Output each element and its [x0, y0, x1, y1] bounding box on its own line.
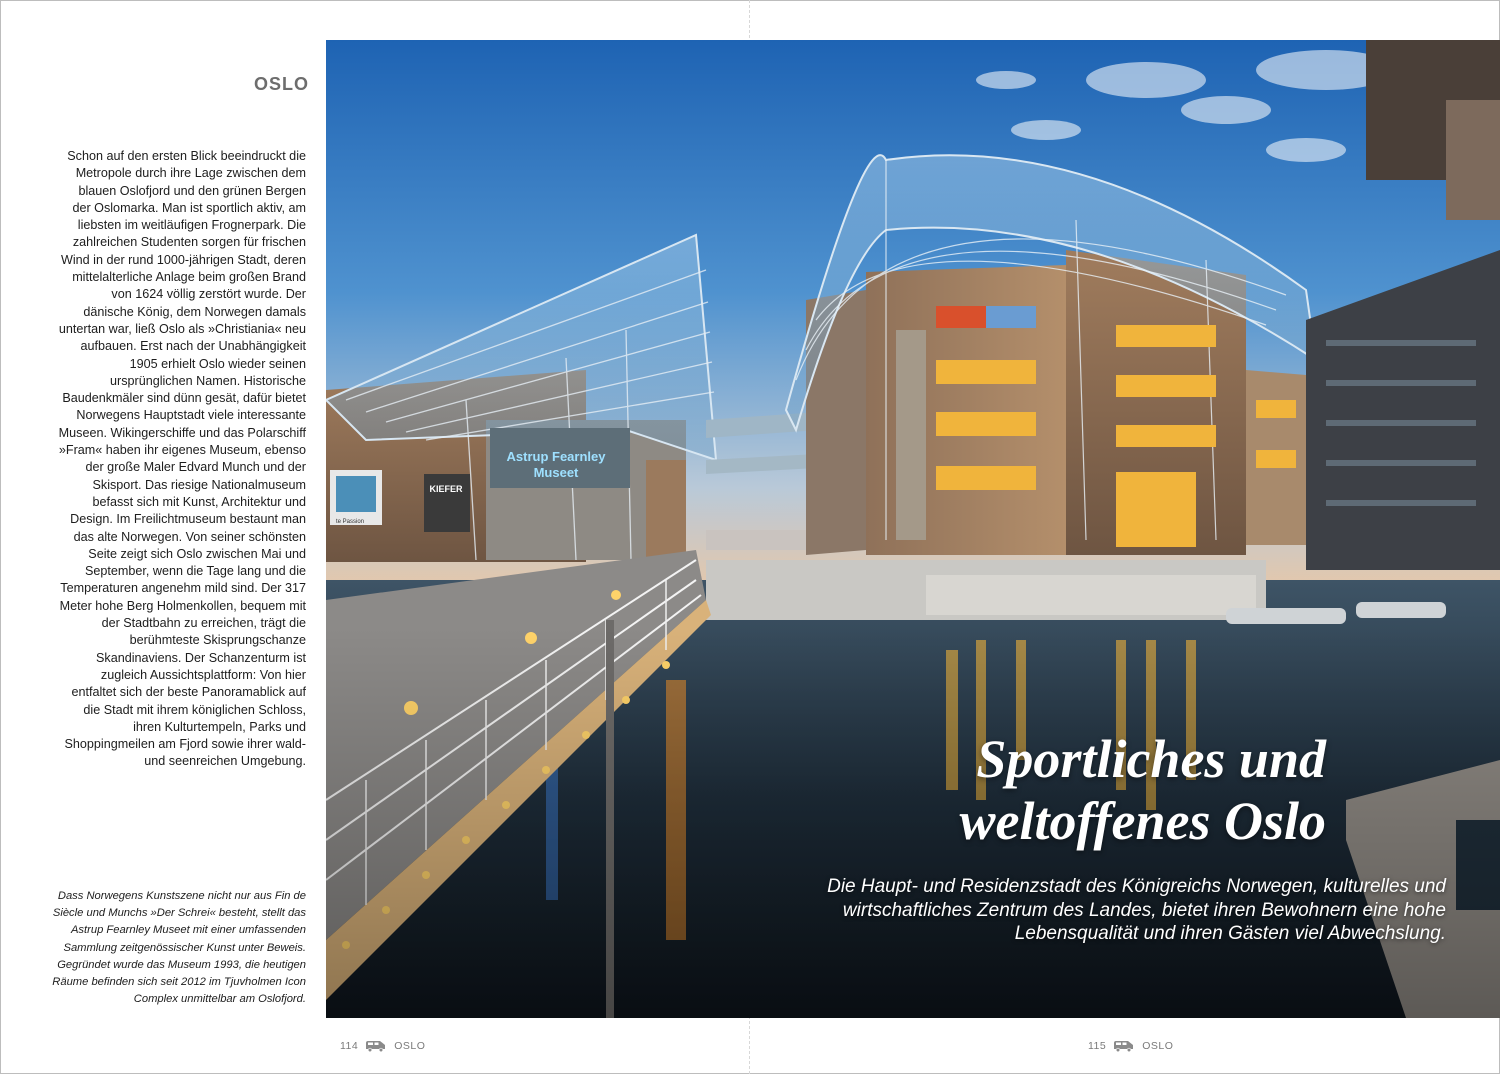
subhead: Die Haupt- und Residenzstadt des Königreichs Norwegen, kulturelles und wirtschaftliches Zentrum des Landes, bietet ihren Bewohnern eine hohe Lebensqualität und ihren Gästen viel Abwechslung. — [827, 876, 1446, 944]
camper-van-icon — [1113, 1040, 1135, 1052]
page-number-right: 115 — [1088, 1040, 1107, 1052]
hero-photo — [326, 40, 1500, 1018]
running-title-right: OSLO — [1142, 1040, 1174, 1052]
folio-right — [1088, 1040, 1173, 1052]
folio-left — [340, 1040, 425, 1052]
camper-van-icon — [365, 1040, 387, 1052]
headline-line-2: weltoffenes Oslo — [959, 791, 1326, 851]
headline — [826, 728, 1326, 852]
photo-caption: Dass Norwegens Kunstszene nicht nur aus Fin de Siècle und Munchs »Der Schrei« besteht, stellt das Astrup Fearnley Museet mit einer umfassenden Sammlung zeitgenössischer Kunst unter Beweis. Gegründet wurde das Museum 1993, die heutigen Räume befinden sich seit 2012 im Tjuvholmen Icon Complex unmittelbar am Oslofjord. — [52, 890, 306, 1006]
headline-line-1: Sportliches und — [976, 729, 1326, 789]
running-title-left: OSLO — [394, 1040, 426, 1052]
section-label: OSLO — [254, 74, 310, 94]
body-text: Schon auf den ersten Blick beeindruckt die Metropole durch ihre Lage zwischen dem blauen Oslofjord und den grünen Bergen der Oslomarka. Man ist sportlich aktiv, am liebsten im weitläufigen Frognerpark. Die zahlreichen Studenten sorgen für frischen Wind in der rund 1000-jährigen Stadt, deren mittelalterliche Anlage beim großen Brand von 1624 völlig zerstört wurde. Der dänische König, dem Norwegen damals untertan war, ließ Oslo als »Christiania« neu aufbauen. Erst nach der Unabhängigkeit 1905 erhielt Oslo wieder seinen ursprünglichen Namen. Historische Baudenkmäler sind dünn gesät, dafür bietet Norwegens Hauptstadt viele interessante Museen. Wikingerschiffe und das Polarschiff »Fram« haben ihr eigenes Museum, ebenso der große Maler Edvard Munch und der Skisport. Das riesige Nationalmuseum befasst sich mit Kunst, Architektur und Design. Im Freilichtmuseum bestaunt man das alte Norwegen. Von seiner schönsten Seite zeigt sich Oslo zwischen Mai und September, wenn die Tage lang und die Temperaturen angenehm mild sind. Der 317 Meter hohe Berg Holmenkollen, bequem mit der Stadtbahn zu erreichen, trägt die berühmteste Skisprungschanze Skandinaviens. Der Schanzenturm ist zugleich Aussichtsplattform: Von hier entfaltet sich der beste Panoramablick auf die Stadt mit ihrem königlichen Schloss, ihren Kulturtempeln, Parks und Shoppingmeilen am Fjord sowie ihrer wald- und seenreichen Umgebung. — [58, 149, 306, 769]
page-number-left: 114 — [340, 1040, 359, 1052]
